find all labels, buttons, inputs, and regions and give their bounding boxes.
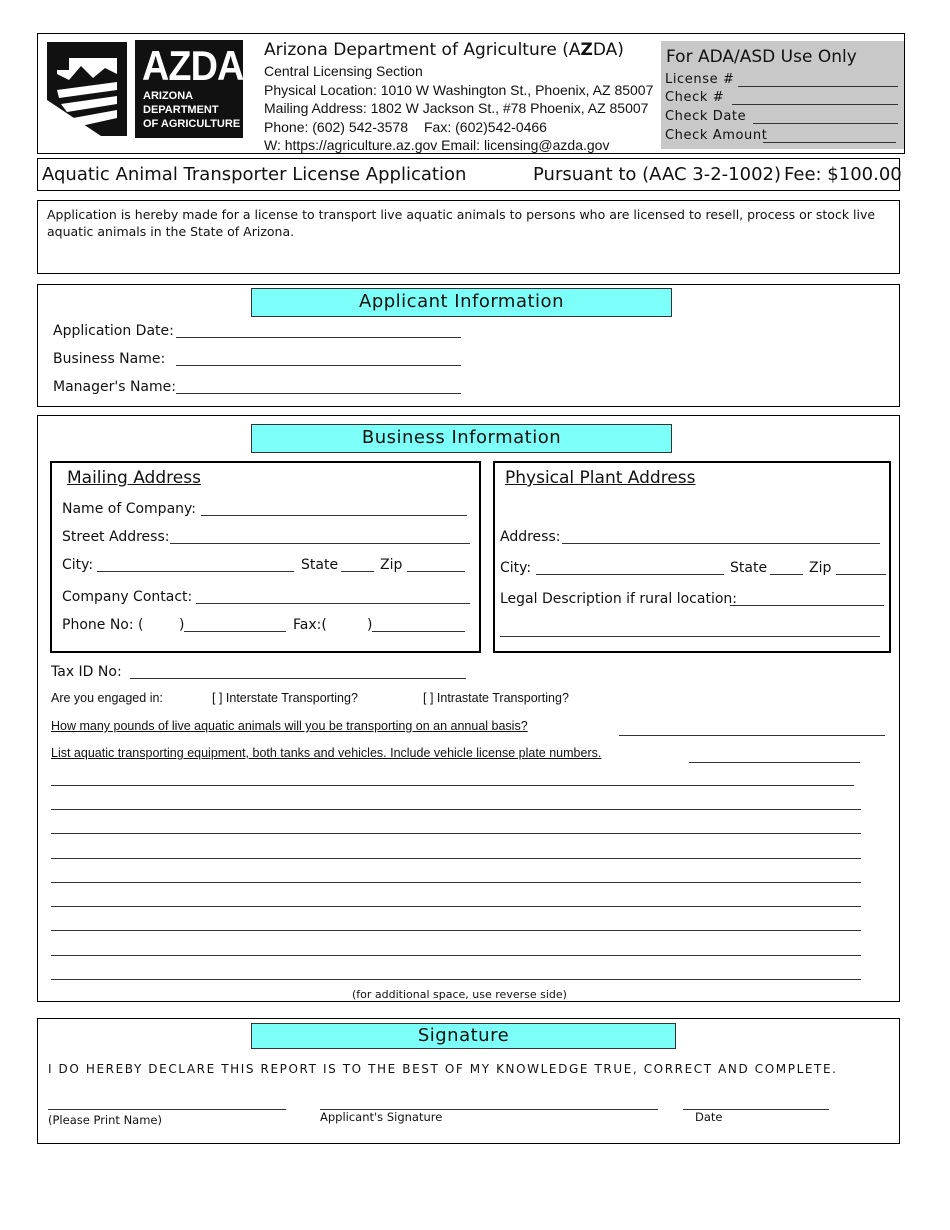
physical-city-label: City: xyxy=(500,560,532,576)
mailing-city-label: City: xyxy=(62,557,94,573)
street-address-label: Street Address: xyxy=(62,529,170,545)
physical-location: Physical Location: 1010 W Washington St., Phoenix, AZ 85007 xyxy=(264,82,654,98)
fax-close: ) xyxy=(367,617,373,633)
company-contact-field[interactable] xyxy=(196,603,470,604)
fee: Fee: $100.00 xyxy=(784,164,902,185)
tax-id-label: Tax ID No: xyxy=(51,664,122,680)
applicant-heading: Applicant Information xyxy=(251,288,672,317)
ada-check-amount-line[interactable] xyxy=(763,142,896,143)
application-date-field[interactable] xyxy=(176,337,461,338)
additional-space-note: (for additional space, use reverse side) xyxy=(352,988,567,1001)
ada-check-date-line[interactable] xyxy=(753,123,898,124)
company-contact-label: Company Contact: xyxy=(62,589,193,605)
mailing-zip-field[interactable] xyxy=(407,571,465,572)
declaration: I DO HEREBY DECLARE THIS REPORT IS TO THE BEST OF MY KNOWLEDGE TRUE, CORRECT AND COMPLETE. xyxy=(48,1062,838,1076)
fax: Fax: (602)542-0466 xyxy=(424,119,547,135)
physical-address-label: Address: xyxy=(500,529,561,545)
ada-license-line[interactable] xyxy=(738,86,898,87)
mailing-city-field[interactable] xyxy=(97,571,294,572)
company-name-label: Name of Company: xyxy=(62,501,196,517)
mailing-address: Mailing Address: 1802 W Jackson St., #78 Phoenix, AZ 85007 xyxy=(264,100,649,116)
equipment-line-1[interactable] xyxy=(51,785,854,786)
application-date-label: Application Date: xyxy=(53,323,174,339)
business-name-field[interactable] xyxy=(176,365,461,366)
equipment-line-5[interactable] xyxy=(51,882,861,883)
business-heading: Business Information xyxy=(251,424,672,453)
physical-state-field[interactable] xyxy=(770,574,803,575)
legal-description-label: Legal Description if rural location: xyxy=(500,591,737,607)
phone-label: Phone No: ( xyxy=(62,617,144,633)
pounds-field[interactable] xyxy=(619,735,885,736)
physical-address-box xyxy=(493,461,891,653)
business-name-label: Business Name: xyxy=(53,351,166,367)
equipment-line-3[interactable] xyxy=(51,833,861,834)
ada-use-title: For ADA/ASD Use Only xyxy=(666,47,857,67)
logo-line3: OF AGRICULTURE xyxy=(143,118,241,130)
manager-name-label: Manager's Name: xyxy=(53,379,176,395)
licensing-section: Central Licensing Section xyxy=(264,63,423,79)
pursuant: Pursuant to (AAC 3-2-1002) xyxy=(533,164,781,185)
physical-zip-field[interactable] xyxy=(836,574,886,575)
ada-check-line[interactable] xyxy=(732,104,898,105)
mailing-state-label: State xyxy=(301,557,339,573)
street-address-field[interactable] xyxy=(170,543,470,544)
equipment-line-8[interactable] xyxy=(51,955,861,956)
azda-logo xyxy=(45,40,243,138)
tax-id-field[interactable] xyxy=(130,678,466,679)
mailing-state-field[interactable] xyxy=(341,571,374,572)
equipment-line-9[interactable] xyxy=(51,979,861,980)
print-name-label: (Please Print Name) xyxy=(48,1113,162,1127)
ada-check: Check # xyxy=(665,90,725,105)
print-name-line[interactable] xyxy=(48,1109,286,1110)
signature-heading: Signature xyxy=(251,1023,676,1049)
ada-license: License # xyxy=(665,72,735,87)
phone: Phone: (602) 542-3578 xyxy=(264,119,408,135)
physical-address-field[interactable] xyxy=(562,543,880,544)
ada-check-amount: Check Amount xyxy=(665,128,768,143)
mailing-zip-label: Zip xyxy=(380,557,403,573)
legal-description-field[interactable] xyxy=(730,605,884,606)
logo-line2: DEPARTMENT xyxy=(143,104,219,116)
pounds-question: How many pounds of live aquatic animals will you be transporting on an annual basis? xyxy=(51,719,528,733)
engaged-label: Are you engaged in: xyxy=(51,691,163,705)
fax-field[interactable] xyxy=(372,631,465,632)
intro-text: Application is hereby made for a license to transport live aquatic animals to persons who are licensed to resell, process or stock live aquatic animals in the State of Arizona. xyxy=(47,207,876,239)
phone-close: ) xyxy=(179,617,185,633)
physical-title: Physical Plant Address xyxy=(505,468,696,488)
equipment-line-2[interactable] xyxy=(51,809,861,810)
intrastate-checkbox[interactable]: [ ] Intrastate Transporting? xyxy=(423,691,569,705)
logo-wordmark: AZDA xyxy=(142,42,244,89)
equipment-line-6[interactable] xyxy=(51,906,861,907)
applicant-signature-label: Applicant's Signature xyxy=(320,1110,443,1124)
interstate-checkbox[interactable]: [ ] Interstate Transporting? xyxy=(212,691,358,705)
physical-city-field[interactable] xyxy=(536,574,724,575)
mailing-title: Mailing Address xyxy=(67,468,201,488)
equipment-question: List aquatic transporting equipment, both tanks and vehicles. Include vehicle license plate numbers. xyxy=(51,746,602,760)
phone-field[interactable] xyxy=(184,631,286,632)
fax-label: Fax:( xyxy=(293,617,327,633)
equipment-line-7[interactable] xyxy=(51,930,861,931)
physical-zip-label: Zip xyxy=(809,560,832,576)
ada-check-date: Check Date xyxy=(665,109,747,124)
manager-name-field[interactable] xyxy=(176,393,461,394)
equipment-field[interactable] xyxy=(689,762,860,763)
company-name-field[interactable] xyxy=(201,515,467,516)
physical-state-label: State xyxy=(730,560,768,576)
logo-line1: ARIZONA xyxy=(143,90,194,102)
form-title: Aquatic Animal Transporter License Application xyxy=(42,164,467,185)
equipment-line-4[interactable] xyxy=(51,858,861,859)
agency-name: Arizona Department of Agriculture (AZDA) xyxy=(264,40,624,60)
signature-date-label: Date xyxy=(695,1110,723,1124)
legal-description-field-2[interactable] xyxy=(500,636,880,637)
web-email: W: https://agriculture.az.gov Email: licensing@azda.gov xyxy=(264,137,610,153)
